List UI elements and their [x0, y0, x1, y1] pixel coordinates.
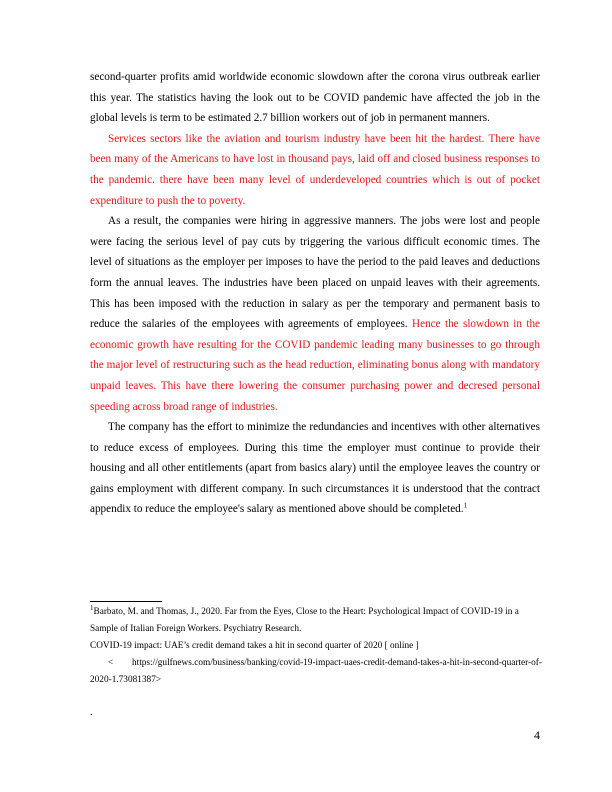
paragraph-4: [90, 417, 540, 520]
paragraph-4-text: The company has the effort to minimize the redundancies and incentives with other alternatives to reduce excess of employees. During this time the employer must continue to provide their housing and all other entitlements (apart from basics alary) until the employee leaves the country or gains employment with different company. In such circumstances it is understood that the contract appendix to reduce the employee's salary as mentioned above should be completed.: [90, 421, 540, 516]
footnote-marker: 1: [90, 603, 94, 612]
footnote-news-title: COVID-19 impact: UAE’s credit demand takes a hit in second quarter of 2020 [ online ]: [90, 641, 419, 651]
footnote-separator: [90, 601, 162, 602]
trailing-mark: .: [90, 707, 93, 718]
paragraph-3-highlighted-text: Hence the slowdown in the economic growth have resulting for the COVID pandemic leading many businesses to go through the major level of restructuring such as the head reduction, eliminating bonus along with mandatory unpaid leaves. This have there lowering the consumer purchasing power and decresed personal speeding across broad range of industries.: [90, 318, 541, 413]
body-text: [90, 67, 540, 520]
page-number: 4: [534, 728, 540, 742]
footnotes: [90, 604, 542, 689]
footnote-citation: [90, 604, 542, 638]
footnote-news-link[interactable]: < https://gulfnews.com/business/banking/covid-19-impact-uaes-credit-demand-takes-a-hit-in-second-quarter-of-2020-1.73081387>: [90, 658, 542, 685]
footnote-citation-text: Barbato, M. and Thomas, J., 2020. Far from the Eyes, Close to the Heart: Psychological Impact of COVID-19 in a Sample of Italian Foreign Workers. Psychiatry Research.: [90, 607, 519, 634]
footnote-reference[interactable]: 1: [463, 501, 468, 510]
paragraph-1: second-quarter profits amid worldwide economic slowdown after the corona virus outbreak earlier this year. The statistics having the look out to be COVID pandemic have affected the job in the global levels is term to be estimated 2.7 billion workers out of job in permanent manners.: [90, 71, 540, 125]
paragraph-3-text: As a result, the companies were hiring in aggressive manners. The jobs were lost and people were facing the serious level of pay cuts by triggering the various difficult economic times. The level of situations as the employer per imposes to have the period to the paid leaves and deductions form the annual leaves. The industries have been placed on unpaid leaves with their agreements. This has been imposed with the reduction in salary as per the temporary and permanent basis to reduce the salaries of the employees with agreements of employees.: [90, 215, 540, 331]
paragraph-2-highlighted: Services sectors like the aviation and tourism industry have been hit the hardest. There have been many of the Americans to have lost in thousand pays, laid off and closed business responses to the pandemic. there have been many level of underdeveloped countries which is out of pocket expenditure to push the to poverty.: [90, 132, 540, 207]
paragraph-3: [90, 211, 540, 417]
